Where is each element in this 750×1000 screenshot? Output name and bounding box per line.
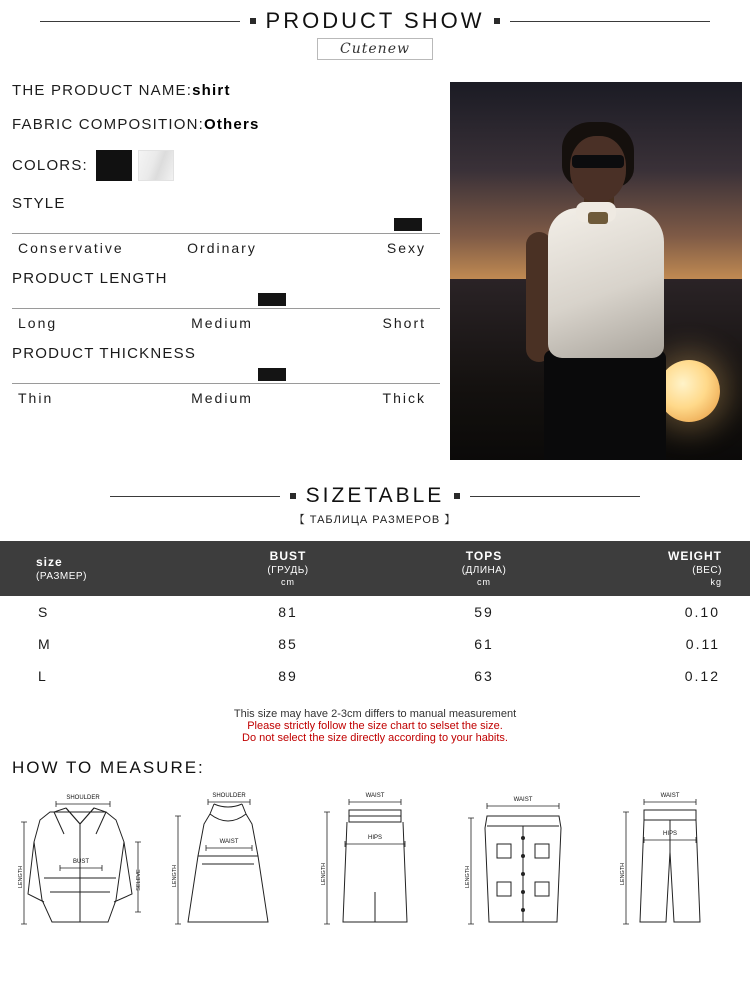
attribute-style-option-2[interactable]: Sexy [386,240,426,256]
label-hips: HIPS [367,835,383,841]
sunglasses-icon [572,155,624,168]
attribute-style-option-0[interactable]: Conservative [18,240,124,256]
attribute-thickness [12,345,440,406]
product-name-value: shirt [192,82,231,99]
cell-weight: 0.10 [684,604,720,620]
photo-model-top [548,208,664,358]
square-dot-icon [250,18,256,24]
attribute-length-bar [12,291,440,313]
product-name-row [12,82,440,99]
cell-weight: 0.11 [685,636,720,652]
cell-size: M [38,636,52,652]
product-photo-wrap [450,82,742,460]
attribute-length [12,270,440,331]
col-weight [582,541,750,596]
attribute-length-option-0[interactable]: Long [18,315,58,331]
sizetable-title: SIZETABLE [305,484,445,507]
size-table-head [0,541,750,596]
cell-bust: 85 [278,636,298,652]
attribute-style [12,195,440,256]
sizetable-rule-right [470,496,640,497]
brand-badge: Cutenew [317,38,433,60]
size-notes [0,708,750,744]
attribute-length-option-1[interactable]: Medium [191,315,253,331]
attribute-length-title: PRODUCT LENGTH [12,270,168,287]
cell-weight: 0.12 [684,668,720,684]
product-info-section [0,82,750,460]
attribute-style-rule [12,233,440,234]
photo-model-ring [588,212,608,224]
size-table-body [0,596,750,692]
attribute-thickness-marker [258,368,286,381]
cell-size: L [38,668,48,684]
cell-tops: 59 [474,604,494,620]
product-photo [450,82,742,460]
attribute-style-options [12,238,440,256]
how-to-measure-diagrams [0,782,750,932]
short-skirt-diagram-svg [453,782,593,932]
table-row [0,628,750,660]
attribute-length-options [12,313,440,331]
header-rule-right [510,21,710,22]
label-waist: WAIST [660,793,680,799]
col-bust [190,541,386,596]
sizetable-rule-left [110,496,280,497]
label-length: LENGTH [321,862,327,886]
header-title-row [0,8,750,34]
col-tops-unit: cm [477,577,491,587]
how-to-measure-title: HOW TO MEASURE: [12,758,205,777]
col-tops [386,541,582,596]
label-length: LENGTH [18,865,24,889]
label-waist: WAIST [219,839,238,845]
product-attributes [12,82,440,460]
col-weight-sub: (ВЕС) [692,565,722,576]
attribute-length-marker [258,293,286,306]
fabric-label: FABRIC COMPOSITION: [12,116,204,133]
col-bust-label: BUST [269,549,307,563]
cell-bust: 89 [278,668,298,684]
square-dot-icon [494,18,500,24]
pants-diagram-svg [600,782,740,932]
col-weight-unit: kg [710,577,722,587]
product-name-label: THE PRODUCT NAME: [12,82,193,99]
label-length: LENGTH [171,864,178,888]
square-dot-icon [454,493,460,499]
pants-diagram [600,782,740,932]
label-waist: WAIST [513,797,532,803]
table-row [0,660,750,692]
label-waist: WAIST [365,793,385,799]
colors-row [12,150,440,181]
cell-tops: 61 [474,636,494,652]
size-note-3: Do not select the size directly according to your habits. [242,732,508,744]
photo-model-skirt [544,350,666,460]
cell-bust: 81 [278,604,298,620]
square-dot-icon [290,493,296,499]
label-length: LENGTH [620,862,626,886]
sizetable-subtitle: 【 ТАБЛИЦА РАЗМЕРОВ 】 [293,514,457,526]
label-sleeve: SELEVE [136,869,142,891]
label-length: LENGTH [464,865,471,889]
col-tops-label: TOPS [465,549,503,563]
attribute-thickness-option-0[interactable]: Thin [18,390,54,406]
size-table [0,541,750,692]
shirt-diagram [10,782,150,932]
long-skirt-diagram [305,782,445,932]
attribute-thickness-options [12,388,440,406]
cell-tops: 63 [474,668,494,684]
col-size-label: size [36,554,63,569]
size-table-header-row [0,541,750,596]
size-note-1: This size may have 2-3cm differs to manual measurement [233,708,517,720]
attribute-length-rule [12,308,440,309]
long-skirt-diagram-svg [305,782,445,932]
label-hips: HIPS [662,831,678,837]
shirt-diagram-svg [10,782,150,932]
sizetable-header [0,484,750,527]
col-size [0,541,190,596]
fabric-composition-row [12,116,440,133]
label-bust: BUST [72,859,90,865]
page-header [0,0,750,60]
header-rule-left [40,21,240,22]
short-skirt-diagram [453,782,593,932]
label-shoulder: SHOULDER [211,793,246,799]
col-tops-sub: (ДЛИНА) [461,565,507,576]
cell-size: S [38,604,50,620]
color-swatch-white[interactable] [138,150,174,181]
photo-model-face [570,136,626,202]
col-bust-unit: cm [281,577,295,587]
sizetable-title-row [0,484,750,508]
attribute-thickness-rule [12,383,440,384]
color-swatch-black[interactable] [96,150,132,181]
attribute-thickness-title: PRODUCT THICKNESS [12,345,197,362]
col-weight-label: WEIGHT [668,549,722,563]
attribute-style-option-1[interactable]: Ordinary [187,240,257,256]
table-row [0,596,750,628]
photo-model [528,122,678,460]
label-shoulder: SHOULDER [66,795,100,801]
attribute-style-bar [12,216,440,238]
attribute-style-title: STYLE [12,195,66,212]
col-size-sub: (РАЗМЕР) [36,570,87,582]
size-note-2: Please strictly follow the size chart to selset the size. [247,720,503,732]
attribute-thickness-option-2[interactable]: Thick [382,390,426,406]
page-title: PRODUCT SHOW [265,8,485,33]
fabric-value: Others [203,116,260,133]
dress-diagram [158,782,298,932]
attribute-style-marker [394,218,422,231]
colors-label: COLORS: [12,157,88,174]
attribute-length-option-2[interactable]: Short [382,315,426,331]
dress-diagram-svg [158,782,298,932]
attribute-thickness-bar [12,366,440,388]
attribute-thickness-option-1[interactable]: Medium [191,390,253,406]
col-bust-sub: (ГРУДЬ) [267,565,309,576]
